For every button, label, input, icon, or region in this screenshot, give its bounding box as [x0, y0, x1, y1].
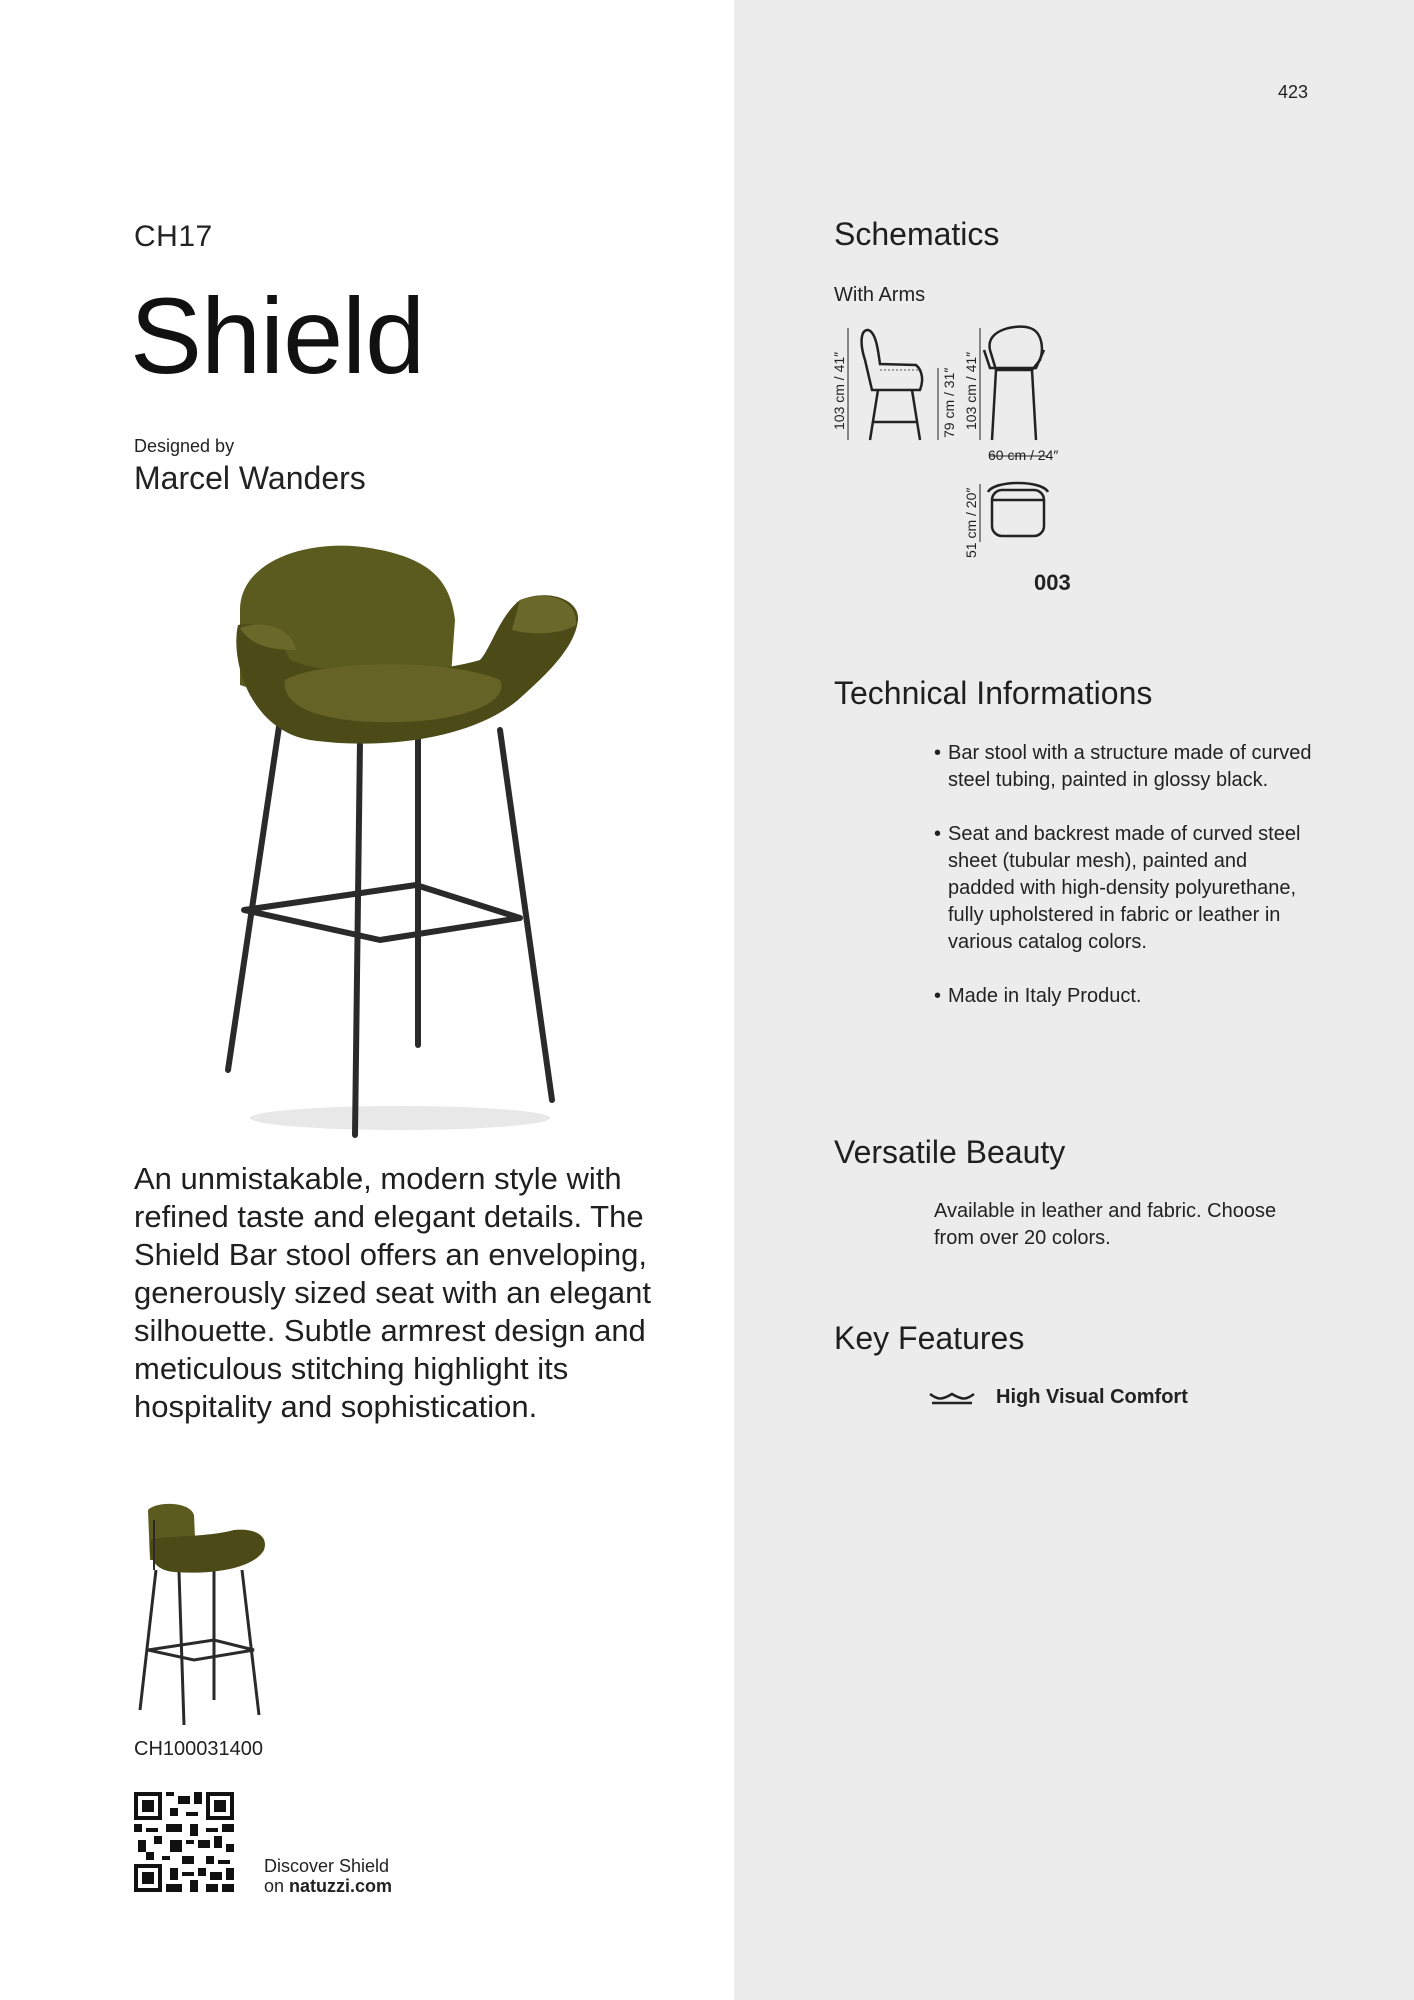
dim-width: 60 cm / 24″ — [988, 447, 1059, 463]
bar-stool-hero-image — [200, 540, 600, 1140]
dim-front-height: 103 cm / 41″ — [963, 351, 979, 430]
versatile-text: Available in leather and fabric. Choose from over 20 colors. — [934, 1200, 1277, 1249]
product-description: An unmistakable, modern style with refined taste and elegant details. The Shield Bar stool offers an enveloping, generously sized seat with an elegant silhouette. Subtle armrest design and meticulous stitching highlight its hospitality and sophistication. — [134, 1161, 651, 1424]
designer-name: Marcel Wanders — [134, 460, 366, 496]
discover-site[interactable]: natuzzi.com — [289, 1876, 393, 1896]
technical-item: • Made in Italy Product. — [934, 983, 1314, 1010]
designed-by-label: Designed by — [134, 436, 235, 456]
bar-stool-thumbnail — [134, 1500, 274, 1730]
discover-prefix: on — [264, 1876, 290, 1896]
feature-label: High Visual Comfort — [996, 1386, 1188, 1408]
technical-list — [934, 740, 1314, 1037]
dim-seat-height: 79 cm / 31″ — [941, 367, 957, 438]
schematics-variant: With Arms — [834, 284, 926, 306]
versatile-heading: Versatile Beauty — [834, 1134, 1066, 1170]
schematics-heading: Schematics — [834, 216, 1000, 252]
product-title: Shield — [130, 275, 425, 396]
product-sku: CH100031400 — [134, 1738, 263, 1760]
product-code: CH17 — [134, 220, 213, 253]
dim-total-height: 103 cm / 41″ — [831, 351, 847, 430]
feature-item — [928, 1386, 1188, 1409]
discover-link[interactable] — [264, 1856, 392, 1896]
technical-heading: Technical Informations — [834, 675, 1153, 711]
schematic-model-code: 003 — [1034, 570, 1071, 595]
qr-code[interactable] — [134, 1792, 234, 1892]
technical-item: • Seat and backrest made of curved steel sheet (tubular mesh), painted and padded with high-density polyurethane, fully upholstered in fabric or leather in various catalog colors. — [934, 821, 1314, 956]
technical-item: • Bar stool with a structure made of curved steel tubing, painted in glossy black. — [934, 740, 1314, 794]
discover-line2 — [264, 1876, 392, 1896]
discover-line1: Discover Shield — [264, 1856, 390, 1876]
dim-depth: 51 cm / 20″ — [963, 487, 979, 558]
page-number: 423 — [1277, 82, 1308, 102]
comfort-wave-icon — [928, 1388, 976, 1408]
key-features-heading: Key Features — [834, 1320, 1025, 1356]
schematics-drawing — [820, 310, 1140, 610]
